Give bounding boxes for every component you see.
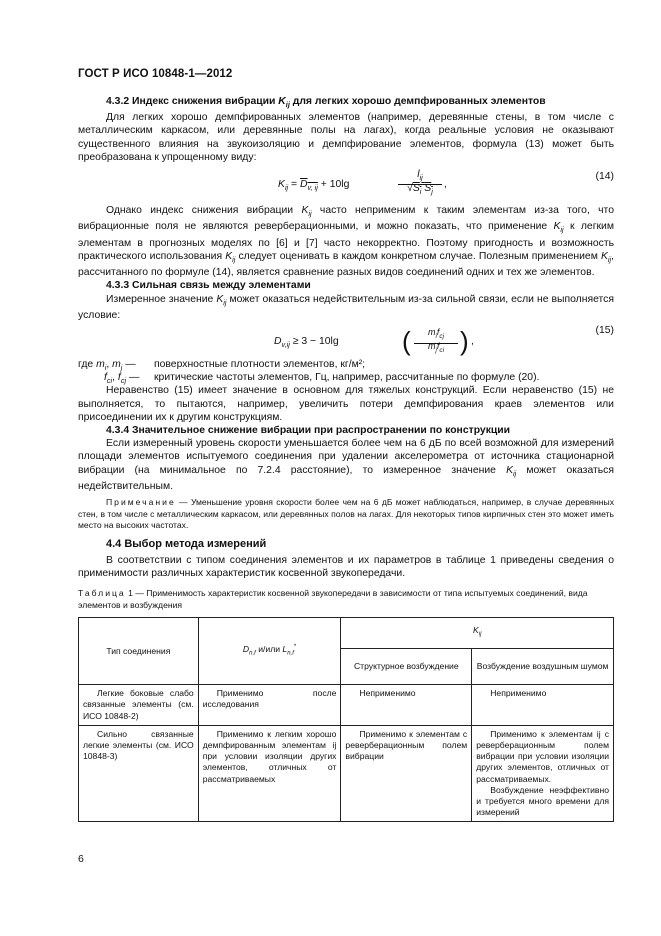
note-label: Примечание <box>106 497 176 508</box>
h-k: K <box>473 625 479 636</box>
header-dn-ln <box>198 618 341 685</box>
section-4-3-2-paragraph-1: Для легких хорошо демпфированных элементов (например, деревянные стены, в том числе с металлическим каркасом, или деревянные полы на лагах), когда реальные условия не оказывают существенного влияния на звукоизоляцию и демпфирование элементов, формула (13) может быть преобразована к упрощенному виду: <box>78 112 614 163</box>
row2-struct: Применимо к элементам с реверберационным полем вибрации <box>341 725 472 822</box>
title-post: для легких хорошо демпфированных элементов <box>289 96 546 107</box>
f14-end: , <box>444 179 447 191</box>
p2-part-a: Однако индекс снижения вибрации <box>106 205 302 217</box>
p2-part-d: следует оценивать в каждом конкретном случае. Полезным применением <box>235 250 601 262</box>
f15-num-m: m <box>428 327 436 338</box>
note-text: — Уменьшение уровня скорости более чем на 6 дБ может наблюдаться, например, в случае деревянных стен, в том числе с металлическим каркасом, или деревянных полов на лагах. Для некоторых типов кирпичных стен это может иметь место на высоких частотах. <box>78 497 614 531</box>
f14-plus: + 10lg <box>317 179 350 191</box>
where1-label: где $m_i$, $m_j$ — <box>78 359 136 373</box>
f14-fraction-den: $√S_i$ $S_j$ <box>407 183 433 197</box>
formula-15-number: (15) <box>595 325 614 337</box>
where-line-2 <box>78 371 614 384</box>
f15-den <box>414 340 458 357</box>
header-k <box>341 618 614 649</box>
f14-d-sub: v, ij <box>307 183 318 193</box>
table-caption-label: Таблица <box>78 588 126 599</box>
p2-part-b: часто неприменим к таким элементам из-за того, что вибрационные поля не являются реверберационными, и можно показать, что применение <box>78 205 614 233</box>
formula-15 <box>78 322 614 358</box>
table-1 <box>78 617 614 822</box>
title-symbol: K <box>278 96 286 107</box>
table-caption-text: 1 — Применимость характеристик косвенной звукопередачи в зависимости от типа испытуемых соединений, вида элементов и возбуждения <box>78 588 588 610</box>
row2-air: Применимо к элементам ij с реверберационным полем вибрации при условии изоляции других элементов, отличных от рассматриваемых. <box>476 728 609 784</box>
h-star: * <box>293 644 297 651</box>
h-dn-sub: n,f <box>249 650 256 657</box>
section-4-3-4-paragraph-1: Если измеренный уровень скорости уменьшается более чем на 6 дБ по всей возможной для измерений площади элементов испытуемого соединения при удалении акселерометра от источника стационарной вибрации (на минимальное по 7.2.4 расстояние), то измеренное значение $K_{ij}$ может оказаться недействительным. <box>78 438 614 492</box>
section-4-3-2-paragraph-2: Однако индекс снижения вибрации $K_{ij}$ часто неприменим к таким элементам из-за того, что вибрационные поля не являются реверберационными, и можно показать, что применение $K_{ij}$ к легким элементам в прогнозных моделях по [6] и [7] часто некорректно. Поэтому пригодность и возможность практического использования $K_{ij}$ следует оценивать в каждом конкретном случае. Полезным применением $K_{ij}$, рассчитанного по формуле (14), является сравнение разных видов соединений одних и тех же элементов. <box>78 205 614 279</box>
f15-num-f: f <box>436 327 440 338</box>
section-4-4-title: 4.4 Выбор метода измерений <box>106 537 267 550</box>
s433-p1a: Измеренное значение <box>106 293 217 305</box>
section-4-3-2-title <box>78 95 614 111</box>
table-row <box>79 685 614 726</box>
f15-num-sub2: cj <box>439 332 444 340</box>
header-airborne: Возбуждение воздушным шумом <box>472 649 614 685</box>
row2-type: Сильно связанные легкие элементы (см. ИСО 10848-3) <box>79 725 199 822</box>
f15-right-paren: ) <box>460 326 469 357</box>
f15-den-m: m <box>428 341 436 352</box>
note <box>78 497 614 532</box>
section-4-3-4-title: 4.3.4 Значительное снижение вибрации при распространении по конструкции <box>106 425 511 437</box>
f14-eq: = <box>288 179 301 191</box>
where2-text: критические частоты элементов, Гц, например, рассчитанные по формуле (20). <box>154 372 540 384</box>
header-type: Тип соединения <box>79 618 199 685</box>
p2-part-e: , рассчитанного по формуле (14), является сравнение разных видов соединений одних и тех же элементов. <box>78 250 614 279</box>
title-pre: 4.3.2 Индекс снижения вибрации <box>106 96 279 107</box>
f14-lhs: K <box>278 179 285 191</box>
title-subscript: ij <box>285 100 290 110</box>
formula-14 <box>78 164 614 204</box>
row1-air: Неприменимо <box>472 685 614 726</box>
table-caption <box>78 588 614 611</box>
row1-struct: Неприменимо <box>341 685 472 726</box>
row2-air-cell <box>472 725 614 822</box>
f14-den-sub2: j <box>431 187 433 197</box>
page-number: 6 <box>78 853 84 865</box>
section-4-3-3-paragraph-1: Измеренное значение $K_{ij}$ может оказаться недействительным из-за сильной связи, если не выполняется условие: <box>78 293 615 321</box>
row1-dn: Применимо после исследования <box>198 685 341 726</box>
f15-den-sub2: ci <box>439 346 444 354</box>
s434-p1a: Если измеренный уровень скорости уменьшается более чем на 6 дБ по всей возможной для измерений площади элементов испытуемого соединения при удалении акселерометра от источника стационарной вибрации (на минимальное по 7.2.4 расстояние), то измеренное значение <box>78 438 614 476</box>
f14-d <box>300 179 318 193</box>
p2-part-c: к легким элементам в прогнозных моделях по [6] и [7] часто некорректно. Поэтому пригодность и возможность практического использования <box>78 221 614 262</box>
f15-lhs: D <box>274 336 282 348</box>
row2-air2: Возбуждение неэффективно и требуется много времени для измерений <box>476 784 609 818</box>
h-dn: D <box>242 644 250 655</box>
f14-num: l <box>417 169 420 181</box>
f15-left-paren: ( <box>402 326 411 357</box>
f14-den: S <box>412 183 420 195</box>
row1-type: Легкие боковые слабо связанные элементы (см. ИСО 10848-2) <box>79 685 199 726</box>
f15-lhs-sub: v,ij <box>281 340 290 350</box>
table-row <box>79 725 614 822</box>
formula-14-number: (14) <box>595 171 614 183</box>
header-structural: Структурное возбуждение <box>341 649 472 685</box>
h-ln: L <box>282 644 288 655</box>
s434-p1b: может оказаться недействительным. <box>78 464 614 492</box>
h-mid: и/или <box>255 644 283 655</box>
f15-end: , <box>471 336 474 348</box>
f15-num-sub1: i <box>435 332 437 340</box>
section-4-3-3-title: 4.3.3 Сильная связь между элементами <box>106 280 311 292</box>
section-4-3-3-paragraph-2: Неравенство (15) имеет значение в основном для тяжелых конструкций. Если неравенство (15) не выполняется, то пытаются, например, увеличить потери демпфирования краев элементов или присоединении их к другим конструкциям. <box>78 385 614 423</box>
h-ln-sub: n,f <box>287 650 294 657</box>
f14-num-sub: ij <box>419 173 423 183</box>
formula-15-body <box>274 326 474 356</box>
f15-den-f: f <box>436 341 440 352</box>
page-content <box>78 95 614 822</box>
h-k-sub: ij <box>478 631 482 638</box>
s433-p1b: может оказаться недействительным из-за сильной связи, если не выполняется условие: <box>78 293 615 321</box>
where2-label: $f_{ci}$, $f_{cj}$ — <box>104 372 140 386</box>
where1-text: поверхностные плотности элементов, кг/м²; <box>154 359 366 371</box>
f14-den-sub1: i <box>419 187 422 197</box>
table-header-row-1 <box>79 618 614 649</box>
row2-dn: Применимо к легким хорошо демпфированным элементам ij при условии изоляции других элементов, отличных от рассматриваемых <box>198 725 341 822</box>
section-4-4-paragraph: В соответствии с типом соединения элементов и их параметров в таблице 1 приведены сведения о применимости различных характеристик косвенной звукопередачи. <box>78 554 614 580</box>
where-line-1 <box>78 358 614 371</box>
f15-ge: ≥ 3 − 10lg <box>289 336 339 348</box>
f15-den-sub1: j <box>435 346 437 354</box>
f14-lhs-sub: ij <box>284 183 289 193</box>
document-code: ГОСТ Р ИСО 10848-1—2012 <box>78 68 233 80</box>
f14-d-sym: D <box>300 179 308 191</box>
